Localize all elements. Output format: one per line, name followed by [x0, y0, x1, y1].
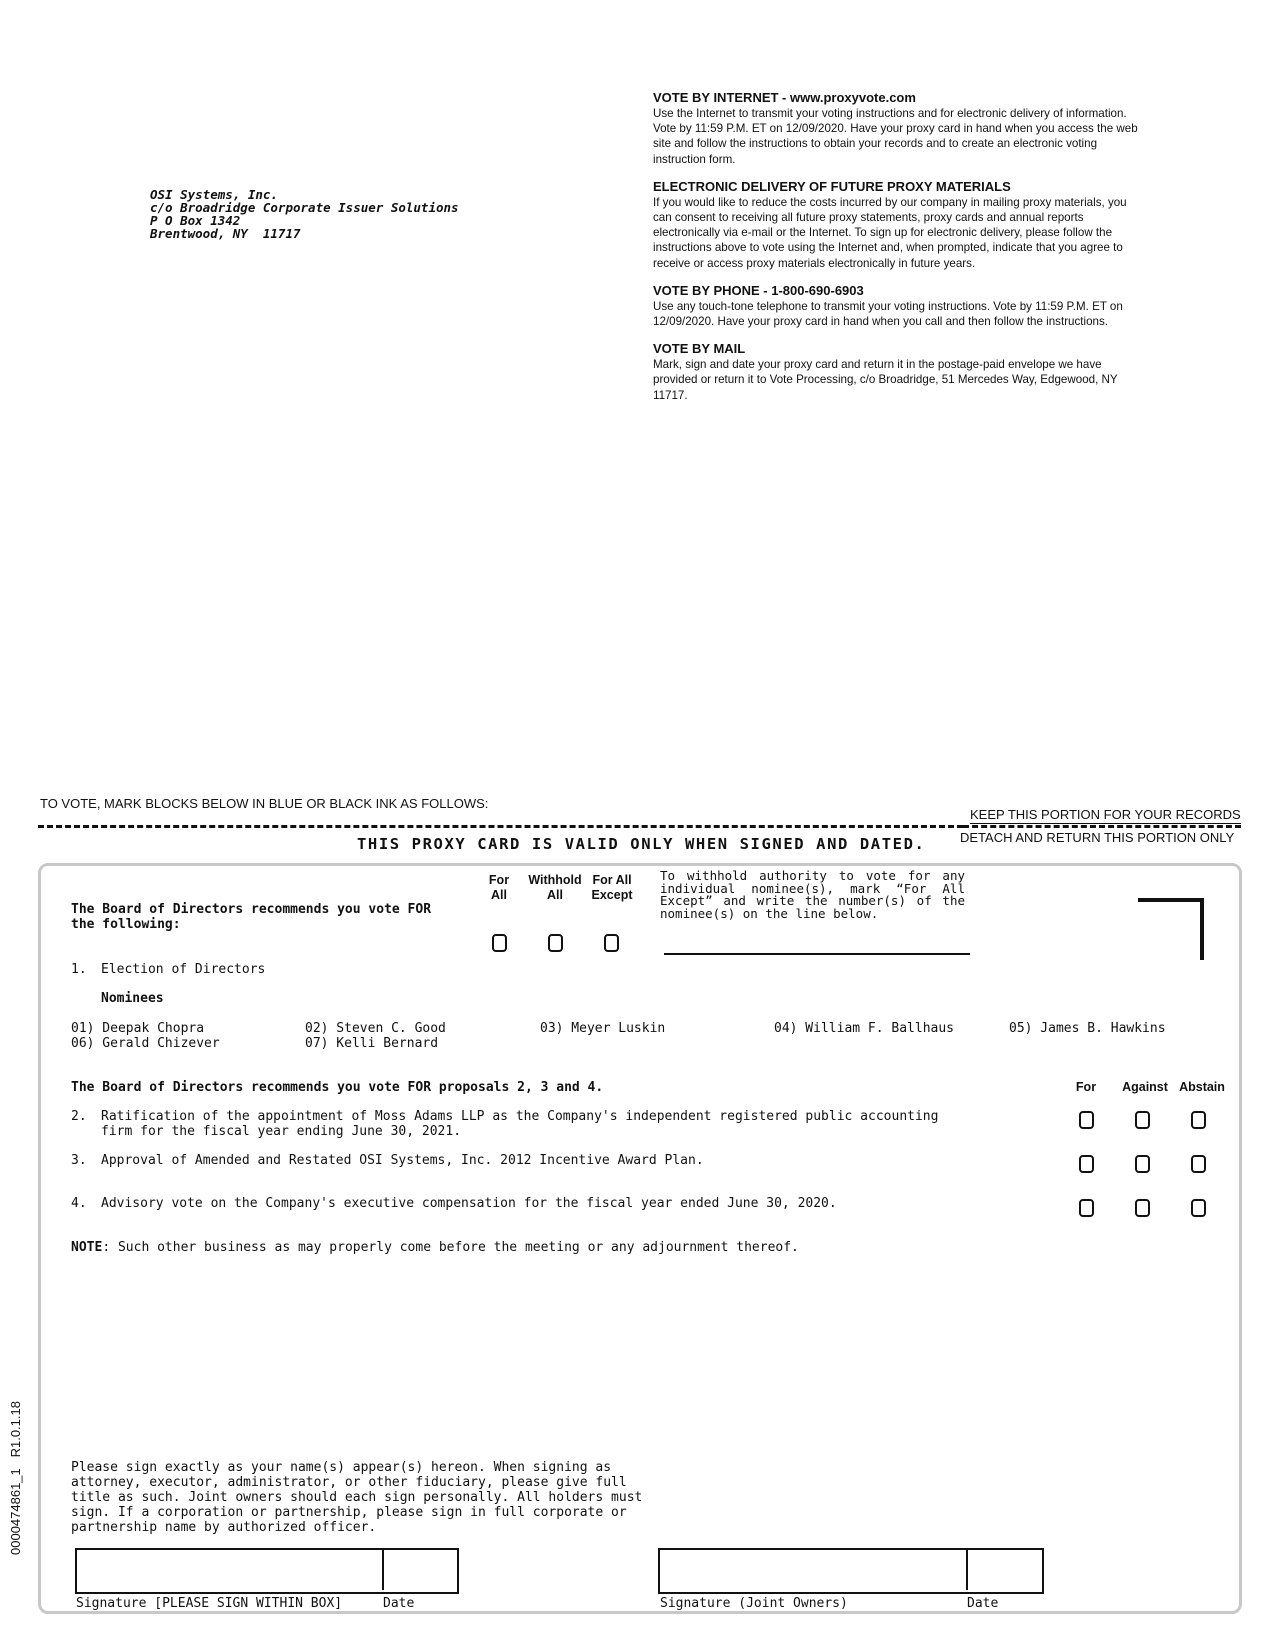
nominee: 03) Meyer Luskin: [540, 1021, 666, 1036]
proposal-3-for-checkbox[interactable]: [1079, 1155, 1094, 1173]
withhold-nominee-line[interactable]: [664, 953, 970, 955]
signing-instructions: Please sign exactly as your name(s) appear(s) hereon. When signing as attorney, executor, administrator, or other fiduciary, please give full title as such. Joint owners should each sign personally. All holders must sign. If a corporation or partnership, please sign in full corporate or partnership name by authorized officer.: [71, 1460, 643, 1535]
proposal-4-abstain-checkbox[interactable]: [1191, 1199, 1206, 1217]
vote-internet-body: Use the Internet to transmit your voting instructions and for electronic delivery of information. Vote by 11:59 P.M. ET on 12/09/2020. Have your proxy card in hand when you access the web site and follow the instructions to obtain your records and to create an electronic voting instruction form.: [653, 107, 1138, 166]
proposal-3-against-checkbox[interactable]: [1135, 1155, 1150, 1173]
proposals-recommendation: The Board of Directors recommends you vote FOR proposals 2, 3 and 4.: [71, 1080, 604, 1095]
col-for: For: [1075, 1080, 1097, 1094]
signature-box[interactable]: [75, 1548, 459, 1594]
valid-notice: THIS PROXY CARD IS VALID ONLY WHEN SIGNED AND DATED.: [357, 835, 926, 853]
col-for-all: For All: [488, 873, 510, 902]
joint-signature-date-divider: [966, 1548, 968, 1590]
col-for-all-except: For All Except: [591, 873, 633, 902]
signature-date-divider: [382, 1548, 384, 1590]
vote-phone-heading: VOTE BY PHONE - 1-800-690-6903: [653, 282, 864, 298]
nominee: 05) James B. Hawkins: [1009, 1021, 1166, 1036]
joint-signature-label: Signature (Joint Owners): [660, 1596, 848, 1611]
nominee: 06) Gerald Chizever: [71, 1036, 220, 1051]
proposal-3-number: 3.: [71, 1153, 87, 1168]
note: [71, 1240, 799, 1255]
col-withhold-all: Withhold All: [528, 873, 582, 902]
nominee: 02) Steven C. Good: [305, 1021, 446, 1036]
proposal-2-for-checkbox[interactable]: [1079, 1111, 1094, 1129]
detach-portion-label: DETACH AND RETURN THIS PORTION ONLY: [960, 830, 1235, 845]
withhold-instructions: To withhold authority to vote for any individual nominee(s), mark “For All Except” and write the number(s) of the nominee(s) on the line below.: [660, 868, 965, 921]
date-label: Date: [383, 1596, 415, 1611]
joint-date-label: Date: [967, 1596, 999, 1611]
proposal-4-against-checkbox[interactable]: [1135, 1199, 1150, 1217]
vote-internet-heading: VOTE BY INTERNET - www.proxyvote.com: [653, 90, 916, 105]
proposal-2-number: 2.: [71, 1109, 87, 1124]
nominee: 07) Kelli Bernard: [305, 1036, 439, 1051]
return-address: OSI Systems, Inc. c/o Broadridge Corporate Issuer Solutions P O Box 1342 Brentwood, NY 11717: [150, 187, 459, 241]
control-code: 0000474861_1 R1.0.1.18: [8, 1401, 23, 1555]
marking-instruction: TO VOTE, MARK BLOCKS BELOW IN BLUE OR BLACK INK AS FOLLOWS:: [40, 796, 489, 811]
perforation-line: [38, 825, 963, 828]
nominees-label: Nominees: [101, 991, 164, 1006]
proposal-1-label: Election of Directors: [101, 962, 266, 977]
keep-portion-label: KEEP THIS PORTION FOR YOUR RECORDS: [970, 807, 1241, 822]
proposal-4-text: Advisory vote on the Company's executive compensation for the fiscal year ended June 30, 2020.: [101, 1196, 837, 1211]
proposal-2-abstain-checkbox[interactable]: [1191, 1111, 1206, 1129]
proposal-3-text: Approval of Amended and Restated OSI Systems, Inc. 2012 Incentive Award Plan.: [101, 1153, 704, 1168]
vote-phone-body: Use any touch-tone telephone to transmit your voting instructions. Vote by 11:59 P.M. ET on 12/09/2020. Have your proxy card in hand when you call and then follow the instructions.: [653, 299, 1123, 329]
proposal-2-against-checkbox[interactable]: [1135, 1111, 1150, 1129]
voting-instructions: [653, 90, 1143, 415]
withhold-all-checkbox[interactable]: [548, 934, 563, 952]
proposal-3-abstain-checkbox[interactable]: [1191, 1155, 1206, 1173]
for-all-except-checkbox[interactable]: [604, 934, 619, 952]
note-text: : Such other business as may properly come before the meeting or any adjournment thereof.: [102, 1240, 799, 1255]
nominee: 04) William F. Ballhaus: [774, 1021, 955, 1036]
note-label: NOTE: [71, 1240, 103, 1255]
registration-corner-mark: [1138, 898, 1204, 960]
electronic-delivery-heading: ELECTRONIC DELIVERY OF FUTURE PROXY MATERIALS: [653, 178, 1011, 194]
col-abstain: Abstain: [1179, 1080, 1225, 1094]
vote-mail-heading: VOTE BY MAIL: [653, 341, 746, 357]
joint-signature-box[interactable]: [658, 1548, 1044, 1594]
proposal-4-for-checkbox[interactable]: [1079, 1199, 1094, 1217]
proposal-4-number: 4.: [71, 1196, 87, 1211]
directors-recommendation: The Board of Directors recommends you vote FOR the following:: [71, 902, 432, 932]
perforation-line-right: [963, 825, 1241, 828]
electronic-delivery-body: If you would like to reduce the costs incurred by our company in mailing proxy materials, you can consent to receiving all future proxy statements, proxy cards and annual reports electronically via e-mail or the Internet. To sign up for electronic delivery, please follow the instructions above to vote using the Internet and, when prompted, indicate that you agree to receive or access proxy materials electronically in future years.: [653, 195, 1127, 270]
for-all-checkbox[interactable]: [492, 934, 507, 952]
nominee: 01) Deepak Chopra: [71, 1021, 205, 1036]
vote-mail-body: Mark, sign and date your proxy card and return it in the postage-paid envelope we have provided or return it to Vote Processing, c/o Broadridge, 51 Mercedes Way, Edgewood, NY 11717.: [653, 358, 1118, 402]
signature-label: Signature [PLEASE SIGN WITHIN BOX]: [76, 1596, 343, 1611]
col-against: Against: [1122, 1080, 1168, 1094]
proposal-2-text: Ratification of the appointment of Moss Adams LLP as the Company's independent registered public accounting firm for the fiscal year ending June 30, 2021.: [101, 1109, 939, 1139]
proposal-1-number: 1.: [71, 962, 87, 977]
